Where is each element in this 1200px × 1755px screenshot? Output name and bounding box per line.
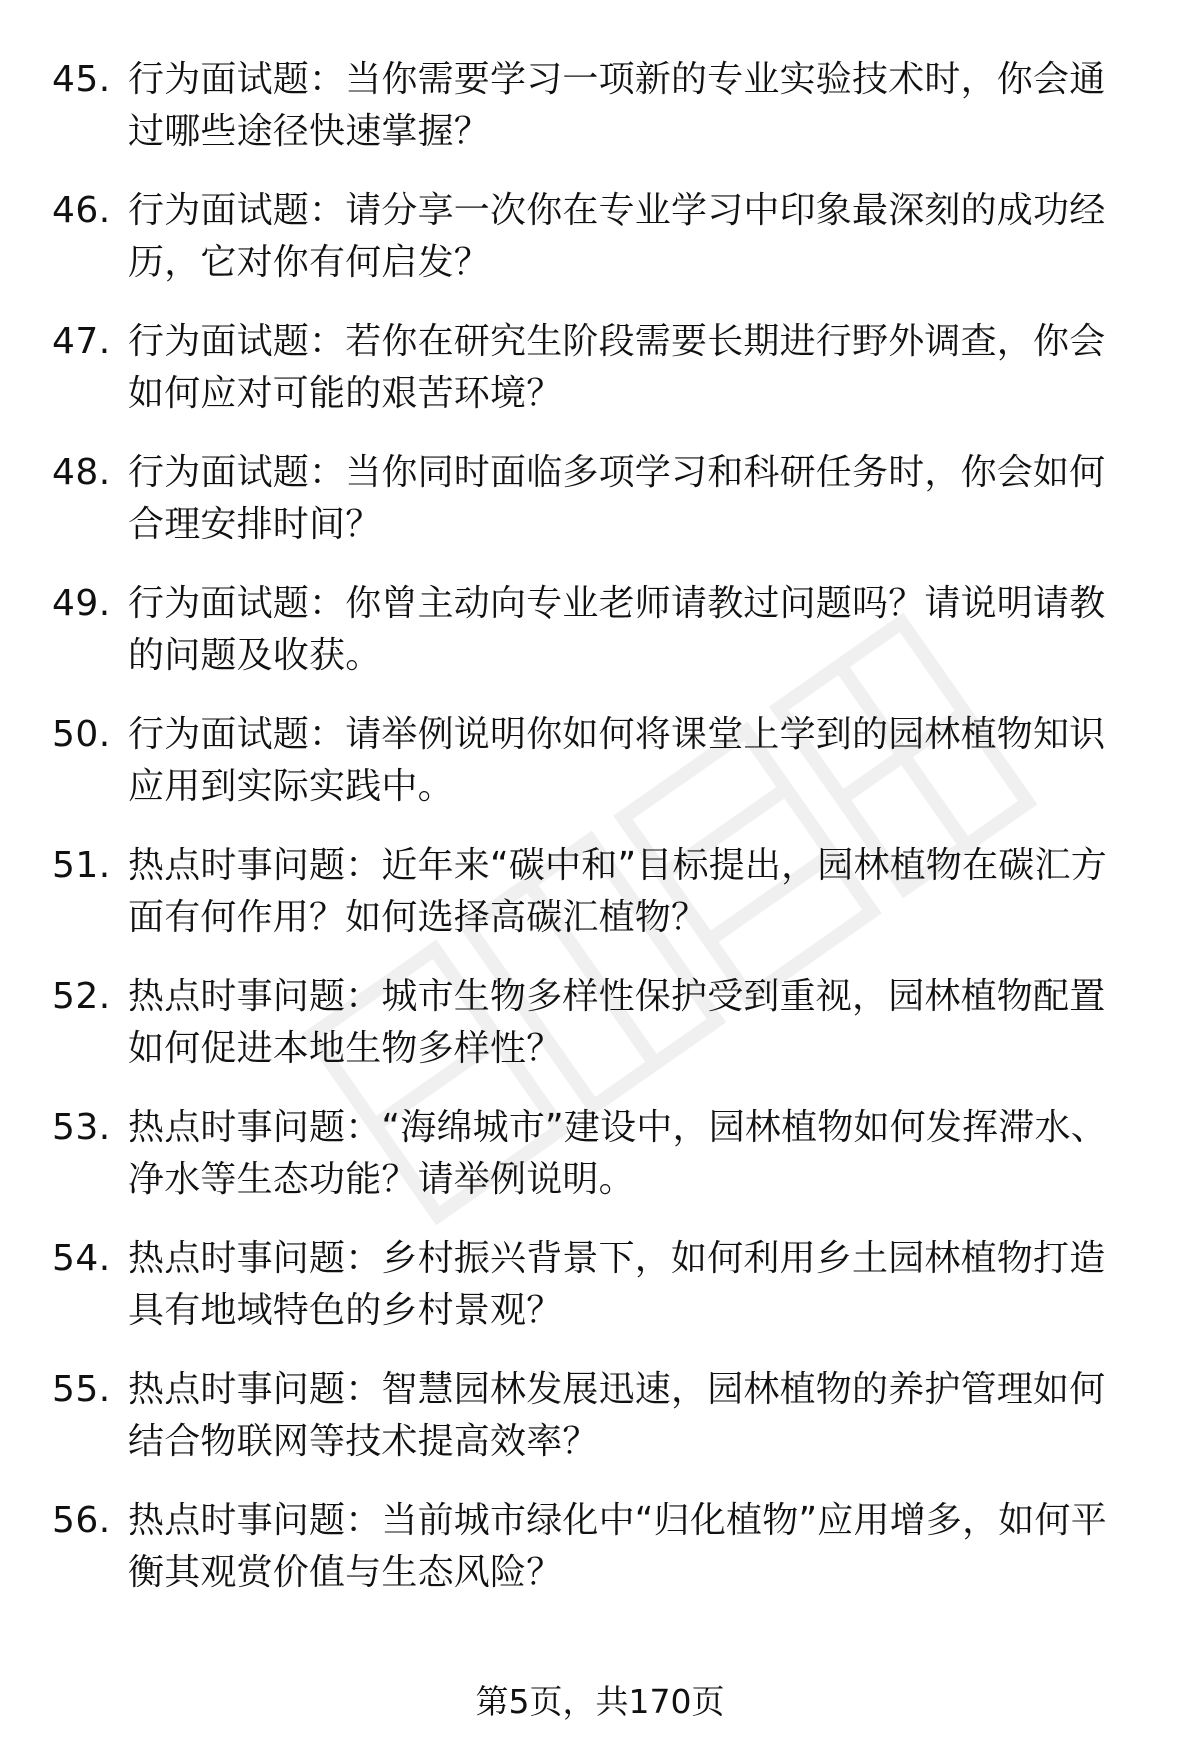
list-item: [0, 447, 1200, 578]
list-item: [0, 709, 1200, 840]
question-text: 行为面试题：若你在研究生阶段需要长期进行野外调查，你会如何应对可能的艰苦环境？: [128, 321, 1106, 414]
list-item: [0, 840, 1200, 971]
list-item: [0, 971, 1200, 1102]
question-text: 行为面试题：当你同时面临多项学习和科研任务时，你会如何合理安排时间？: [128, 452, 1106, 545]
question-text: 热点时事问题：智慧园林发展迅速，园林植物的养护管理如何结合物联网等技术提高效率？: [128, 1369, 1106, 1462]
list-item: [0, 1102, 1200, 1233]
question-text: 行为面试题：请举例说明你如何将课堂上学到的园林植物知识应用到实际实践中。: [128, 714, 1106, 807]
page-footer: 第5页，共170页: [475, 1682, 725, 1721]
question-text: 热点时事问题：近年来“碳中和”目标提出，园林植物在碳汇方面有何作用？如何选择高碳汇植物？: [128, 845, 1107, 938]
question-number: 48.: [52, 452, 111, 493]
question-text: 行为面试题：请分享一次你在专业学习中印象最深刻的成功经历，它对你有何启发？: [128, 190, 1106, 283]
question-number: 50.: [52, 714, 111, 755]
question-number: 53.: [52, 1107, 111, 1148]
question-text: 热点时事问题：城市生物多样性保护受到重视，园林植物配置如何促进本地生物多样性？: [128, 976, 1106, 1069]
question-text: 热点时事问题：“海绵城市”建设中，园林植物如何发挥滞水、净水等生态功能？请举例说明。: [128, 1107, 1107, 1200]
question-text: 热点时事问题：乡村振兴背景下，如何利用乡土园林植物打造具有地域特色的乡村景观？: [128, 1238, 1106, 1331]
list-item: [0, 1233, 1200, 1364]
question-number: 46.: [52, 190, 111, 231]
question-number: 55.: [52, 1369, 111, 1410]
question-text: 行为面试题：你曾主动向专业老师请教过问题吗？请说明请教的问题及收获。: [128, 583, 1106, 676]
question-text: 行为面试题：当你需要学习一项新的专业实验技术时，你会通过哪些途径快速掌握？: [128, 59, 1106, 152]
question-number: 51.: [52, 845, 111, 886]
question-number: 54.: [52, 1238, 111, 1279]
question-list: [0, 54, 1200, 1626]
question-text: 热点时事问题：当前城市绿化中“归化植物”应用增多，如何平衡其观赏价值与生态风险？: [128, 1500, 1107, 1593]
question-number: 45.: [52, 59, 111, 100]
question-number: 56.: [52, 1500, 111, 1541]
list-item: [0, 1495, 1200, 1626]
list-item: [0, 185, 1200, 316]
question-number: 52.: [52, 976, 111, 1017]
list-item: [0, 316, 1200, 447]
question-number: 47.: [52, 321, 111, 362]
question-number: 49.: [52, 583, 111, 624]
list-item: [0, 578, 1200, 709]
list-item: [0, 54, 1200, 185]
list-item: [0, 1364, 1200, 1495]
